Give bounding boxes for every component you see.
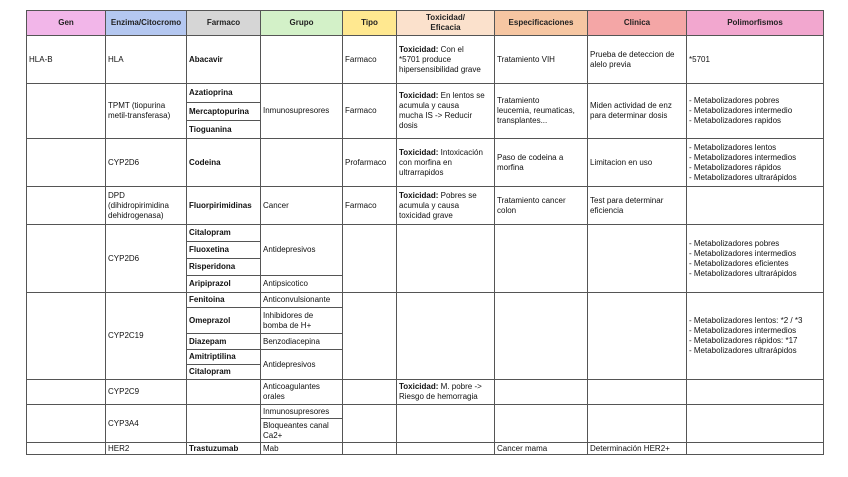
cell-toxicidad [397,139,495,187]
cell-clinica: Determinación HER2+ [588,443,687,455]
tox-label: Toxicidad: [399,44,439,54]
cell-toxicidad [397,36,495,84]
cell-farmaco: Tioguanina [187,121,261,139]
cell-farmaco [187,405,261,443]
header-tipo: Tipo [343,11,397,36]
cell-farmaco: Trastuzumab [187,443,261,455]
cell-polimorfismos [687,443,824,455]
cell-especificaciones [495,293,588,380]
table-row [27,187,824,225]
cell-enzima: CYP2D6 [106,139,187,187]
cell-farmaco: Fluorpirimidinas [187,187,261,225]
cell-farmaco: Codeina [187,139,261,187]
cell-grupo [261,36,343,84]
cell-clinica [588,380,687,405]
cell-especificaciones: Tratamiento cancer colon [495,187,588,225]
cell-enzima: HLA [106,36,187,84]
cell-polimorfismos [687,187,824,225]
header-farmaco: Farmaco [187,11,261,36]
cell-polimorfismos [687,380,824,405]
tox-label: Toxicidad: [399,382,439,391]
tox-text: Con el *5701 produce hipersensibilidad grave [399,44,481,74]
cell-especificaciones: Cancer mama [495,443,588,455]
header-enzima: Enzima/Citocromo [106,11,187,36]
cell-clinica [588,293,687,380]
table-row [27,380,824,405]
cell-clinica [588,405,687,443]
cell-especificaciones [495,405,588,443]
cell-grupo: Cancer [261,187,343,225]
table-row [27,36,824,84]
cell-farmaco: Citalopram [187,225,261,242]
tox-text: Pobres se acumula y causa toxicidad grave [399,190,477,220]
table-row [27,443,824,455]
cell-gen [27,84,106,139]
cell-enzima: CYP2C9 [106,380,187,405]
cell-polimorfismos: *5701 [687,36,824,84]
cell-enzima: DPD (dihidropirimidina dehidrogenasa) [106,187,187,225]
tox-label: Toxicidad: [399,147,439,157]
cell-enzima: HER2 [106,443,187,455]
cell-tipo [343,380,397,405]
tox-text: M. pobre -> Riesgo de hemorragia [399,382,482,401]
cell-toxicidad [397,225,495,293]
header-especificaciones: Especificaciones [495,11,588,36]
cell-grupo: Bloqueantes canal Ca2+ [261,419,343,443]
cell-gen: HLA-B [27,36,106,84]
cell-tipo: Farmaco [343,84,397,139]
cell-especificaciones [495,380,588,405]
cell-farmaco: Mercaptopurina [187,103,261,121]
cell-grupo: Inmunosupresores [261,84,343,139]
cell-gen [27,405,106,443]
cell-clinica: Test para determinar eficiencia [588,187,687,225]
header-clinica: Clinica [588,11,687,36]
cell-gen [27,293,106,380]
cell-polimorfismos: - Metabolizadores lentos: *2 / *3 - Metabolizadores intermedios - Metabolizadores rápidos: *17 - Metabolizadores ultrarápidos [687,293,824,380]
cell-farmaco: Amitriptilina [187,350,261,365]
cell-farmaco [187,380,261,405]
cell-toxicidad [397,405,495,443]
cell-especificaciones [495,225,588,293]
cell-farmaco: Omeprazol [187,308,261,334]
cell-especificaciones: Tratamiento leucemia, reumaticas, transplantes... [495,84,588,139]
cell-toxicidad [397,84,495,139]
table-row [27,405,824,419]
table-row [27,139,824,187]
cell-gen [27,139,106,187]
header-polimorfismos: Polimorfismos [687,11,824,36]
cell-polimorfismos: - Metabolizadores pobres - Metabolizadores intermedios - Metabolizadores eficientes - Metabolizadores ultrarápidos [687,225,824,293]
table-row [27,225,824,242]
cell-toxicidad [397,293,495,380]
cell-grupo: Inmunosupresores [261,405,343,419]
cell-clinica: Limitacion en uso [588,139,687,187]
table-row [27,293,824,308]
cell-grupo: Inhibidores de bomba de H+ [261,308,343,334]
cell-tipo [343,225,397,293]
cell-gen [27,443,106,455]
cell-tipo: Profarmaco [343,139,397,187]
cell-toxicidad [397,443,495,455]
cell-gen [27,225,106,293]
cell-grupo [261,139,343,187]
cell-enzima: TPMT (tiopurina metil-transferasa) [106,84,187,139]
cell-gen [27,187,106,225]
cell-farmaco: Diazepam [187,334,261,350]
cell-gen [27,380,106,405]
tox-text: Intoxicación con morfina en ultrarrapidos [399,147,483,177]
cell-polimorfismos: - Metabolizadores pobres - Metabolizadores intermedio - Metabolizadores rapidos [687,84,824,139]
cell-polimorfismos: - Metabolizadores lentos - Metabolizadores intermedios - Metabolizadores rápidos - Metabolizadores ultrarápidos [687,139,824,187]
cell-enzima: CYP3A4 [106,405,187,443]
cell-grupo: Antidepresivos [261,350,343,380]
cell-farmaco: Citalopram [187,365,261,380]
cell-clinica: Miden actividad de enz para determinar dosis [588,84,687,139]
cell-tipo: Farmaco [343,187,397,225]
cell-clinica: Prueba de deteccion de alelo previa [588,36,687,84]
header-toxicidad: Toxicidad/ Eficacia [397,11,495,36]
cell-clinica [588,225,687,293]
tox-label: Toxicidad: [399,190,439,200]
cell-farmaco: Risperidona [187,259,261,276]
cell-grupo: Mab [261,443,343,455]
tox-text: En lentos se acumula y causa mucha IS -> Reducir dosis [399,91,485,130]
cell-toxicidad [397,187,495,225]
cell-tipo [343,293,397,380]
cell-grupo: Antipsicotico [261,276,343,293]
cell-grupo: Benzodiacepina [261,334,343,350]
cell-toxicidad [397,380,495,405]
cell-especificaciones: Paso de codeina a morfina [495,139,588,187]
cell-enzima: CYP2C19 [106,293,187,380]
cell-farmaco: Aripiprazol [187,276,261,293]
cell-grupo: Anticoagulantes orales [261,380,343,405]
cell-especificaciones: Tratamiento VIH [495,36,588,84]
table-row [27,84,824,103]
tox-label: Toxicidad: [399,91,439,100]
cell-tipo [343,443,397,455]
header-gen: Gen [27,11,106,36]
header-grupo: Grupo [261,11,343,36]
cell-tipo [343,405,397,443]
cell-tipo: Farmaco [343,36,397,84]
cell-farmaco: Fenitoina [187,293,261,308]
cell-farmaco: Fluoxetina [187,242,261,259]
header-row [27,11,824,36]
cell-grupo: Anticonvulsionante [261,293,343,308]
cell-polimorfismos [687,405,824,443]
cell-farmaco: Azatioprina [187,84,261,103]
cell-enzima: CYP2D6 [106,225,187,293]
cell-grupo: Antidepresivos [261,225,343,276]
pharmacogenomics-table [26,10,824,455]
cell-farmaco: Abacavir [187,36,261,84]
